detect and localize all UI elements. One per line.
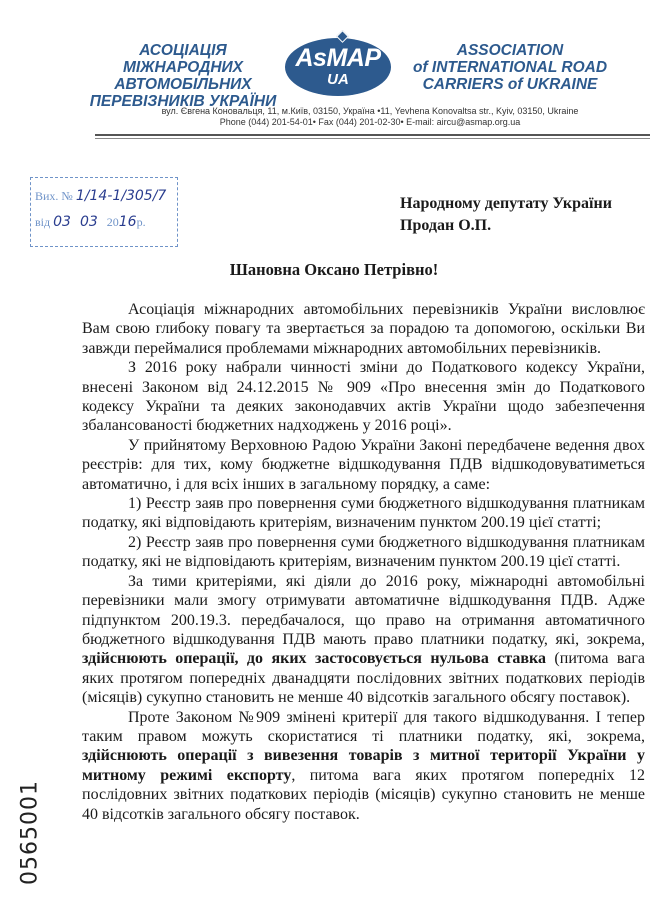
serial-number: 0565001 (17, 780, 43, 885)
stamp-day: 03 (53, 214, 71, 230)
address-line: вул. Євгена Коновальця, 11, м.Київ, 03150, Україна •11, Yevhena Konovaltsa str., Kyiv, 03150, Ukraine (161, 106, 579, 116)
letterhead-line: CARRIERS of UKRAINE (422, 76, 598, 93)
header-divider (95, 134, 650, 136)
letterhead-line: АСОЦІАЦІЯ (139, 42, 227, 59)
paragraph (82, 436, 645, 494)
bold-text: здійснюють операції з вивезення товарів з митної території України у митному режимі експорту (82, 747, 645, 784)
stamp-month: 03 (79, 214, 98, 230)
letterhead-english-name (400, 42, 620, 93)
paragraph (82, 533, 645, 572)
text-segment: , питома вага яких протягом попередніх 12 послідовних звітних податкових періодів (місяців) сукупно становить не менше 40 відсотків загального обсягу поставок. (82, 766, 646, 823)
letterhead-line: ASSOCIATION (456, 42, 564, 59)
letter-body (82, 300, 645, 824)
text-segment: З 2016 року набрали чинності зміни до Податкового кодексу України, внесені Законом від 24.12.2015 № 909 «Про внесення змін до Податкового кодексу України та деяких законодавчих актів України щодо забезпечення збалансованості бюджетних надходжень у 2016 році». (82, 359, 645, 435)
recipient-block (400, 193, 612, 237)
letterhead-address (140, 106, 600, 128)
paragraph (82, 708, 645, 824)
stamp-number-value: 1/14-1/305/7 (75, 188, 167, 204)
contacts-line: Phone (044) 201-54-01• Fax (044) 201-02-30• E-mail: aircu@asmap.org.ua (219, 117, 521, 127)
text-segment: За тими критеріями, які діяли до 2016 року, міжнародні автомобільні перевізники мали змогу отримувати автоматичне відшкодування ПДВ. Адже підпунктом 200.19.3. передбачалося, що право на отримання автоматичного бюджетного відшкодування ПДВ мають право платники податку, які, зокрема, (82, 572, 645, 648)
logo-subtext: UA (327, 71, 349, 88)
recipient-title: Народному депутату України (400, 195, 612, 212)
text-segment: Проте Законом №909 змінені критерії для такого відшкодування. І тепер таким правом можуть скористатися ті платники податку, які, зокрема, (82, 708, 645, 745)
stamp-year-prefix: 20 (106, 215, 119, 229)
paragraph (82, 494, 645, 533)
paragraph (82, 358, 645, 436)
text-segment: 1) Реєстр заяв про повернення суми бюджетного відшкодування платникам податку, які відповідають критеріям, визначеним пунктом 200.19 цієї статті; (82, 495, 645, 532)
bold-text: здійснюють операції, до яких застосовується нульова ставка (82, 650, 547, 668)
logo-text: AsMAP (295, 44, 381, 72)
letterhead-line: of INTERNATIONAL ROAD (412, 59, 608, 76)
paragraph (82, 300, 645, 358)
salutation: Шановна Оксано Петрівно! (229, 260, 439, 279)
stamp-date-label: від (35, 215, 51, 229)
letterhead-ukrainian-name (88, 42, 278, 110)
letterhead-line: МІЖНАРОДНИХ АВТОМОБІЛЬНИХ (114, 59, 252, 93)
text-segment: Асоціація міжнародних автомобільних перевізників України висловлює Вам свою глибоку повагу та звертається за порадою та допомогою, оскільки Ви завжди переймалися проблемами міжнародних автомобільних перевізників. (82, 301, 645, 357)
asmap-logo (285, 38, 391, 96)
letterhead-line: ПЕРЕВІЗНИКІВ УКРАЇНИ (89, 93, 277, 110)
text-segment: У прийнятому Верховною Радою України Законі передбачене ведення двох реєстрів: для тих, кому бюджетне відшкодування ПДВ відшкодовуватиметься автоматично, і для всіх інших в загальному порядку, а саме: (82, 436, 645, 493)
stamp-number-label: Вих. № (35, 189, 73, 203)
header-divider-thin (95, 138, 650, 139)
text-segment: (питома вага яких протягом попередніх дванадцяти послідовних звітних податкових періодів (місяців) сукупно становить не менше 40 відсотків загального обсягу поставок). (82, 650, 645, 707)
stamp-year-suffix: 16 (118, 214, 137, 230)
paragraph (82, 572, 645, 708)
logo-diamond-icon (336, 30, 349, 43)
text-segment: 2) Реєстр заяв про повернення суми бюджетного відшкодування платникам податку, які не відповідають критеріям, визначеним пунктом 200.19 цієї статті. (82, 533, 645, 571)
outgoing-number-stamp (30, 177, 178, 247)
stamp-year-end: р. (136, 215, 146, 229)
recipient-name: Продан О.П. (400, 217, 492, 234)
